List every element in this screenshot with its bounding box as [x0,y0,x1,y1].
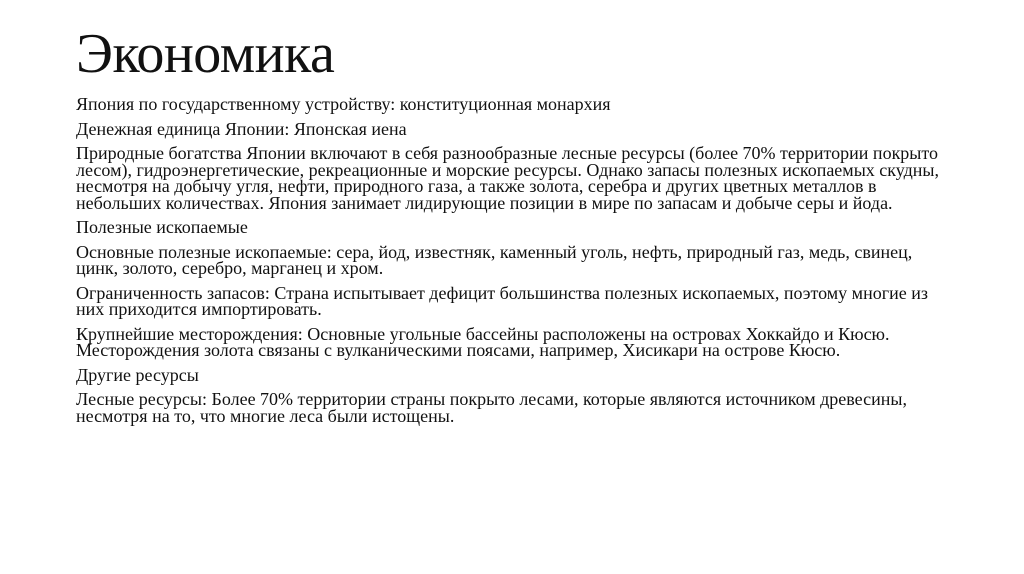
heading-minerals: Полезные ископаемые [76,217,248,237]
paragraph-forest-resources: Лесные ресурсы: Более 70% территории страны покрыто лесами, которые являются источником древесины, несмотря на то, что многие леса были истощены. [76,389,907,426]
paragraph-main-minerals: Основные полезные ископаемые: сера, йод, известняк, каменный уголь, нефть, природный газ, медь, свинец, цинк, золото, серебро, марганец и хром. [76,241,913,278]
slide-body [76,96,956,432]
slide-title: Экономика [76,23,335,85]
paragraph-currency: Денежная единица Японии: Японская иена [76,118,407,139]
paragraph-natural-resources: Природные богатства Японии включают в себя разнообразные лесные ресурсы (более 70% территории покрыто лесом), гидроэнергетические, рекреационные и морские ресурсы. Однако запасы полезных ископаемых скудны, несмотря на добычу угля, нефти, природного газа, а также золота, серебра и других цветных металлов в небольших количествах. Япония занимает лидирующие позиции в мире по запасам и добыче серы и йода. [76,143,940,213]
paragraph-limited-reserves: Ограниченность запасов: Страна испытывает дефицит большинства полезных ископаемых, поэтому многие из них приходится импортировать. [76,282,928,319]
paragraph-largest-deposits: Крупнейшие месторождения: Основные угольные бассейны расположены на островах Хоккайдо и Кюсю. Месторождения золота связаны с вулканическими поясами, например, Хисикари на острове Кюсю. [76,323,890,360]
heading-other-resources: Другие ресурсы [76,364,199,385]
paragraph-government: Япония по государственному устройству: конституционная монархия [76,94,611,114]
